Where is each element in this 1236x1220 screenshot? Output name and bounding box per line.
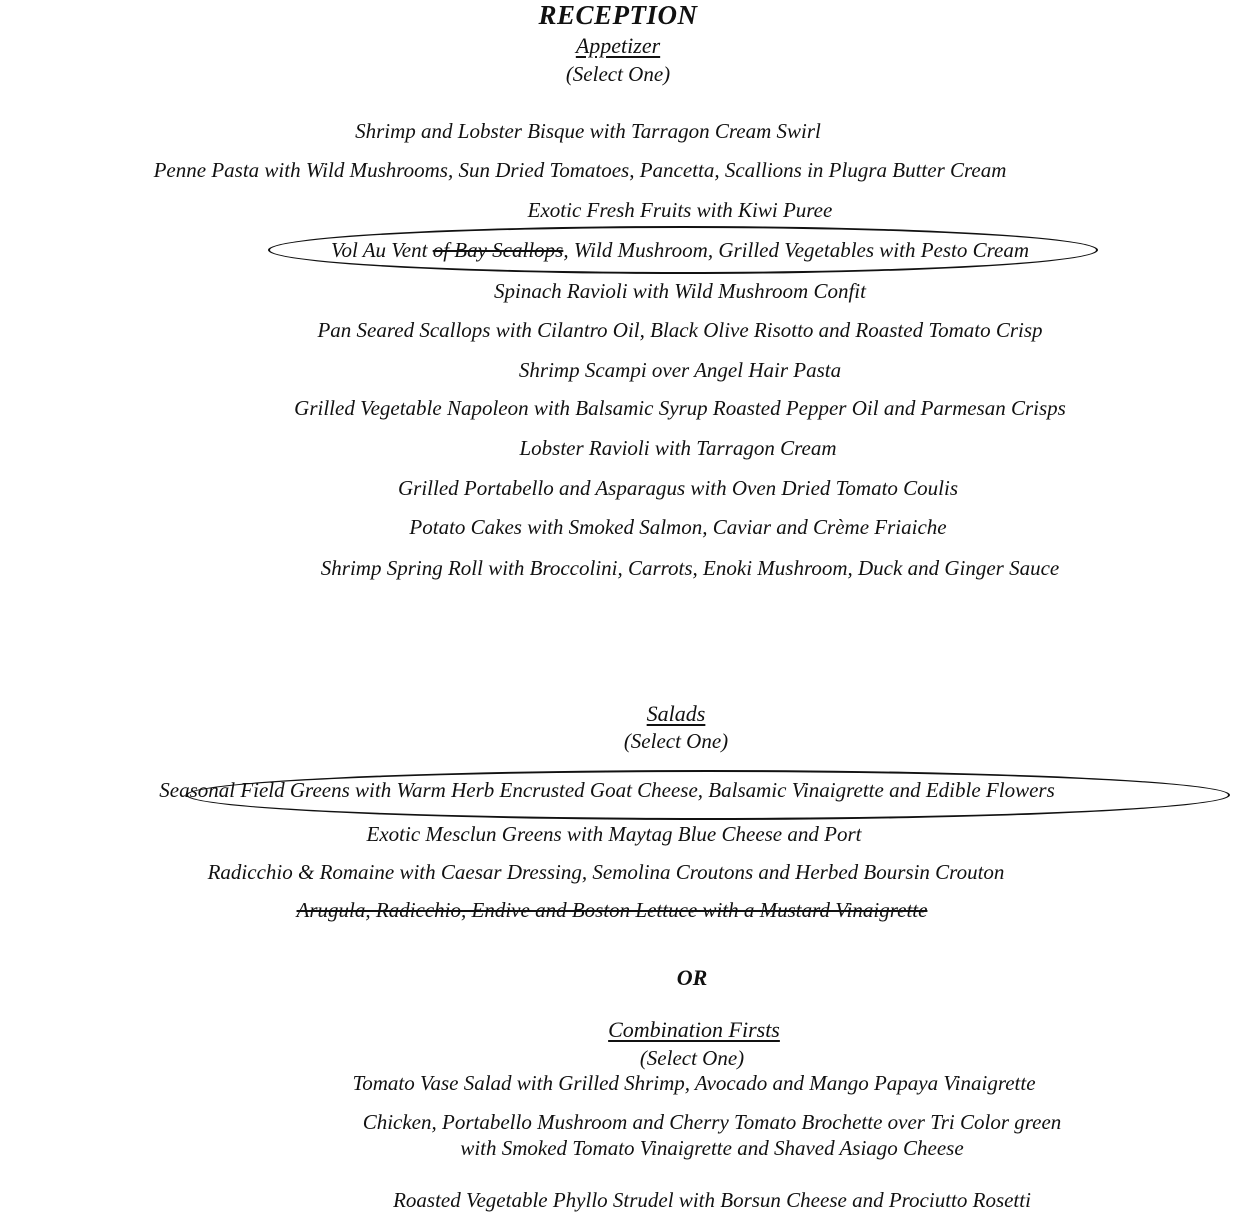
salad-item: Exotic Mesclun Greens with Maytag Blue Cheese and Port: [366, 822, 862, 846]
combination-item: Tomato Vase Salad with Grilled Shrimp, Avocado and Mango Papaya Vinaigrette: [352, 1071, 1036, 1095]
appetizer-item-part: , Wild Mushroom, Grilled Vegetables with Pesto Cream: [563, 238, 1030, 262]
salad-item: Radicchio & Romaine with Caesar Dressing, Semolina Croutons and Herbed Boursin Crouton: [207, 860, 1005, 884]
appetizer-note: (Select One): [565, 62, 671, 86]
appetizer-item-part: Vol Au Vent: [330, 238, 433, 262]
combination-item: with Smoked Tomato Vinaigrette and Shaved Asiago Cheese: [460, 1136, 964, 1160]
appetizer-item: Lobster Ravioli with Tarragon Cream: [519, 436, 837, 460]
appetizer-item: Shrimp Spring Roll with Broccolini, Carrots, Enoki Mushroom, Duck and Ginger Sauce: [320, 556, 1060, 580]
combination-item: Chicken, Portabello Mushroom and Cherry Tomato Brochette over Tri Color green: [362, 1110, 1062, 1134]
appetizer-item: Grilled Portabello and Asparagus with Oven Dried Tomato Coulis: [397, 476, 959, 500]
appetizer-item-selected: [62, 238, 1236, 262]
salad-item-struck: Arugula, Radicchio, Endive and Boston Lettuce with a Mustard Vinaigrette: [296, 898, 928, 922]
appetizer-item: Potato Cakes with Smoked Salmon, Caviar and Crème Friaiche: [409, 515, 947, 539]
or-separator: OR: [676, 965, 708, 990]
combination-item: Roasted Vegetable Phyllo Strudel with Borsun Cheese and Prociutto Rosetti: [393, 1188, 1031, 1212]
combination-note: (Select One): [639, 1046, 745, 1070]
appetizer-item: Spinach Ravioli with Wild Mushroom Confit: [494, 279, 866, 303]
appetizer-item: Shrimp Scampi over Angel Hair Pasta: [518, 358, 842, 382]
combination-heading: Combination Firsts: [608, 1017, 780, 1042]
appetizer-heading: Appetizer: [575, 33, 661, 58]
salads-note: (Select One): [623, 729, 729, 753]
appetizer-item: Shrimp and Lobster Bisque with Tarragon Cream Swirl: [355, 119, 821, 143]
appetizer-item: Pan Seared Scallops with Cilantro Oil, Black Olive Risotto and Roasted Tomato Crisp: [317, 318, 1043, 342]
page-title: RECEPTION: [538, 0, 698, 30]
salad-item-selected: Seasonal Field Greens with Warm Herb Encrusted Goat Cheese, Balsamic Vinaigrette and Edible Flowers: [159, 778, 1055, 802]
appetizer-item: Penne Pasta with Wild Mushrooms, Sun Dried Tomatoes, Pancetta, Scallions in Plugra Butter Cream: [153, 158, 1007, 182]
struck-text: of Bay Scallops: [432, 238, 564, 262]
appetizer-item: Exotic Fresh Fruits with Kiwi Puree: [527, 198, 833, 222]
appetizer-item: Grilled Vegetable Napoleon with Balsamic Syrup Roasted Pepper Oil and Parmesan Crisps: [294, 396, 1066, 420]
salads-heading: Salads: [646, 701, 706, 726]
